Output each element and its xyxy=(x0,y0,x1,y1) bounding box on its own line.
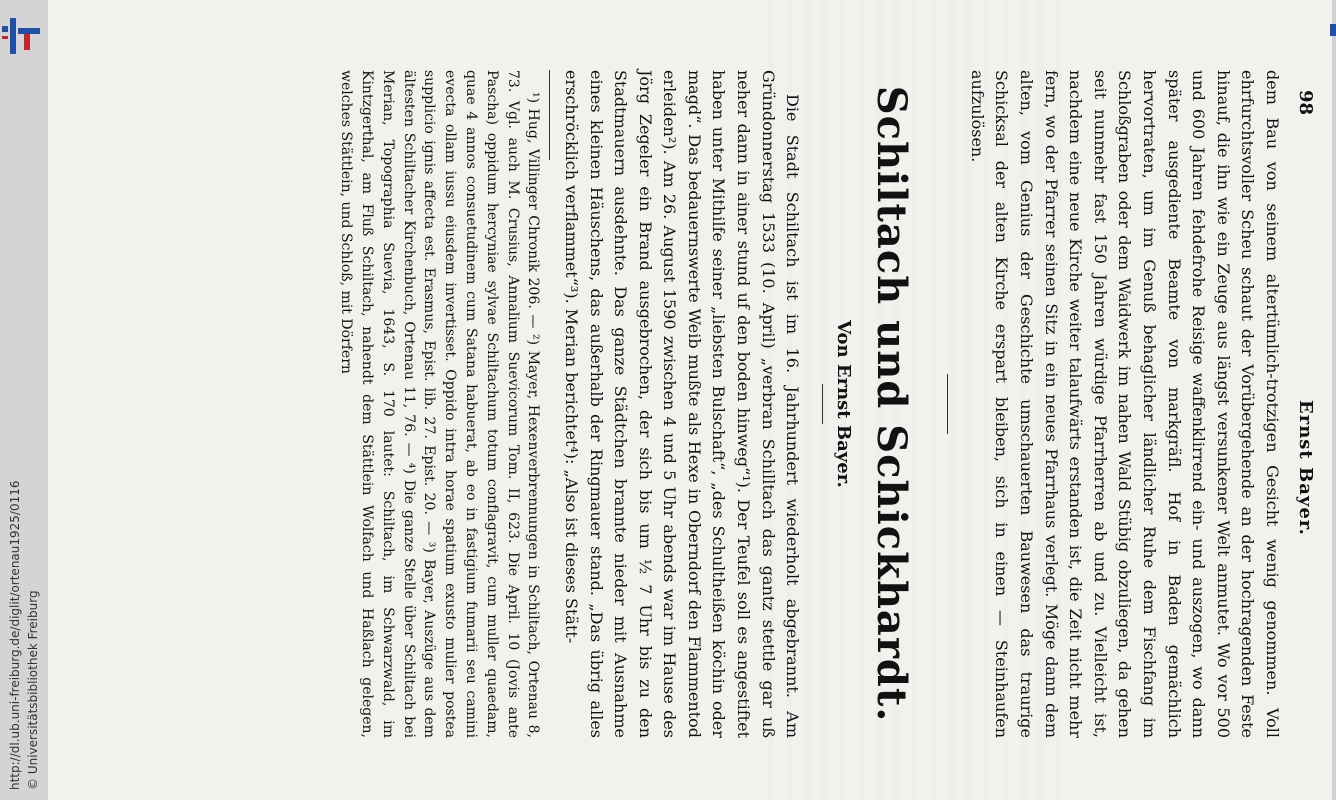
ub-freiburg-logo-icon[interactable] xyxy=(0,16,44,56)
sidebar xyxy=(0,0,48,800)
source-url[interactable]: http://dl.ub.uni-freiburg.de/diglit/ortenau1925/0116 xyxy=(8,480,22,790)
source-info xyxy=(6,410,42,790)
page-number: 98 xyxy=(1295,90,1316,116)
scanned-page xyxy=(48,0,1332,800)
article-title: Schiltach und Schickhardt. xyxy=(868,85,916,723)
viewer-right-edge xyxy=(1332,0,1336,800)
page-header xyxy=(1292,90,1316,730)
page-body xyxy=(335,70,1284,738)
section-divider xyxy=(947,374,948,434)
byline: Von Ernst Bayer. xyxy=(833,320,855,488)
footnote-divider xyxy=(549,70,550,160)
page-viewer[interactable] xyxy=(48,0,1332,800)
footnotes: ¹) Hug, Villinger Chronik 206. — ²) Mayer, Hexenverbrennungen in Schiltach, Ortenau 8, 73. Vgl. auch M. Crusius, Annalium Suevicorum Tom. II, 623. Die April. 10 (Jovis ante Pascha) oppidum hercyniae sylvae Schiltachum totum conflagravit, cum muller quaedam, quae 4 annos consuetudinem cum Satana habuerat, ab eo in fastigium fumarii seu camini evecta ollam iussu eiusdem invertisset. Oppido intra horae spatium exusto mulier postea supplicio ignis affecta est. Erasmus, Epist. lib. 27. Epist. 20. — ³) Bayer, Auszüge aus dem ältesten Schiltacher Kirchenbuch, Ortenau 11, 76. — ⁴) Die ganze Stelle über Schiltach bei Merian, Topographia Suevia, 1643, S. 170 lautet: Schiltach, im Schwarzwald, im Kintzgerthal, am Fluß Schiltach, nahendt dem Stättlein Wolfach und Haßlach gelegen, welches Stättlein, und Schloß, mit Dörfern xyxy=(338,70,542,738)
page-marker-icon xyxy=(1330,24,1336,36)
paragraph-2: Die Stadt Schiltach ist im 16. Jahrhundert wiederholt abgebrannt. Am Gründonnerstag 1533 (10. April) „verbran Schilltach das gantz stettle gar uß neher dann in ainer stund uf den boden hinweg“¹). Der Teufel soll es angestiftet haben unter Mithilfe seiner „liebsten Bulschaft“, „des Schultheißen köchin oder magd“. Das bedauernswerte Weib mußte als Hexe in Oberndorf den Flammentod erleiden²). Am 26. August 1590 zwischen 4 und 5 Uhr abends war im Hause des Jörg Zegeler ein Brand ausgebrochen, der sich bis um ½ 7 Uhr bis zu den Stadtmauern ausdehnte. Das ganze Städtchen brannte nieder mit Ausnahme eines kleinen Häuschens, das außerhalb der Ringmauer stand. „Das übrig alles erschröcklich verflammet“³). Merian berichtet⁴): „Also ist dieses Stätt- xyxy=(561,70,803,738)
title-divider xyxy=(822,384,823,424)
copyright-notice: © Universitätsbibliothek Freiburg xyxy=(26,590,40,790)
running-head: Ernst Bayer. xyxy=(1295,400,1316,536)
paragraph-1: dem Bau von seinem altertümlich-trotzigen Gesicht wenig genommen. Voll ehrfurchtsvoller Scheu schaut der Vorübergehende an der hochragenden Feste hinauf, die ihn wie ein Zeuge aus längst versunkener Welt anmutet. Wo vor 500 und 600 Jahren fehdefrohe Reisige waffenklirrend ein- und auszogen, wo dann später ausgediente Beamte von markgräfl. Hof in Baden gemächlich hervortraten, um im Genuß behaglicher ländlicher Ruhe dem Fischfang im Schloßgraben oder dem Waidwerk im nahen Wald Stübig obzuliegen, da gehen seit nunmehr fast 150 Jahren würdige Pfarrherren ab und zu. Vielleicht ist, nachdem eine neue Kirche weiter talaufwärts erstanden ist, die Zeit nicht mehr fern, wo der Pfarrer seinen Sitz in ein neues Pfarrhaus verlegt. Möge dann dem alten, vom Genius der Geschichte umschauerten Bauwesen das traurige Schicksal der alten Kirche erspart bleiben, sich in einen — Steinhaufen aufzulösen. xyxy=(967,70,1282,738)
